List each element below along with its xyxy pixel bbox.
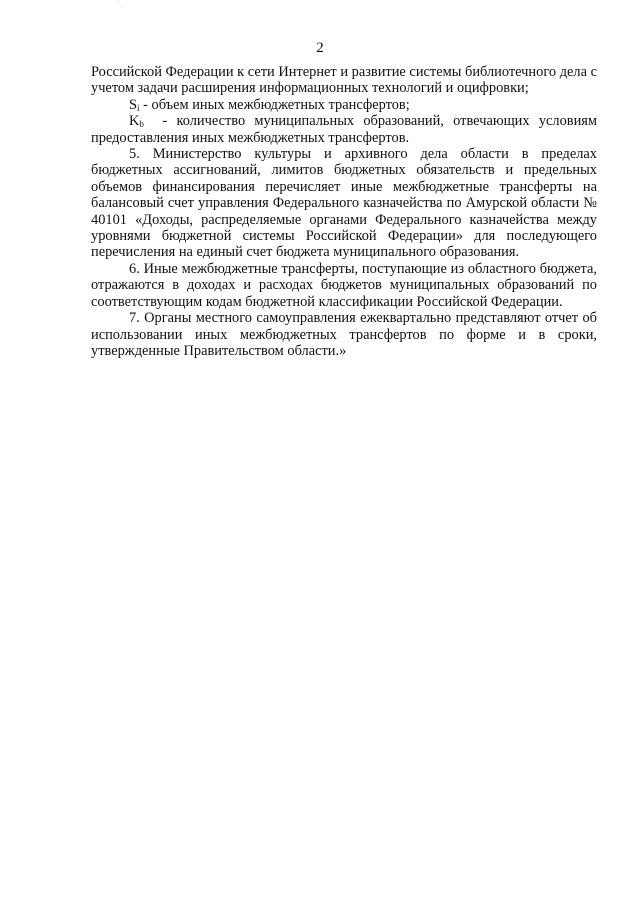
paragraph-text: 5. Министерство культуры и архивного дела области в пределах бюджетных ассигнований, лимитов бюджетных обязательств и предельных объемов финансирования перечисляет иные межбюджетные трансферты на балансовый счет управления Федерального казначейства по Амурской области № 40101 «Доходы, распределяемые органами Федерального казначейства между уровнями бюджетной системы Российской Федерации» для последующего перечисления на единый счет бюджета муниципального образования.: [91, 146, 597, 261]
paragraph-definition-kb: [91, 113, 601, 146]
paragraph-text: 7. Органы местного самоуправления ежеквартально представляют отчет об использовании иных межбюджетных трансфертов по форме и в сроки, утвержденные Правительством области.»: [91, 310, 597, 359]
symbol-k: K: [129, 113, 140, 130]
paragraph-continuation: [91, 64, 597, 97]
document-body: [91, 64, 601, 359]
symbol-s: S: [129, 96, 138, 113]
paragraph-item-6: [91, 261, 597, 310]
paragraph-item-5: [91, 146, 597, 261]
subscript-i: i: [137, 102, 140, 113]
paragraph-text: - количество муниципальных образований, отвечающих условиям предоставления иных межбюджетных трансфертов.: [91, 113, 601, 146]
scan-mark: ' .: [118, 0, 124, 9]
page-number: 2: [316, 40, 324, 56]
paragraph-text: - объем иных межбюджетных трансфертов;: [139, 96, 410, 113]
paragraph-item-7: [91, 310, 597, 359]
paragraph-definition-si: [91, 97, 597, 113]
paragraph-text: Российской Федерации к сети Интернет и развитие системы библиотечного дела с учетом задачи расширения информационных технологий и оцифровки;: [91, 64, 597, 97]
paragraph-text: 6. Иные межбюджетные трансферты, поступающие из областного бюджета, отражаются в доходах и расходах бюджетов муниципальных образований по соответствующим кодам бюджетной классификации Российской Федерации.: [91, 260, 597, 310]
subscript-b: b: [139, 119, 144, 130]
